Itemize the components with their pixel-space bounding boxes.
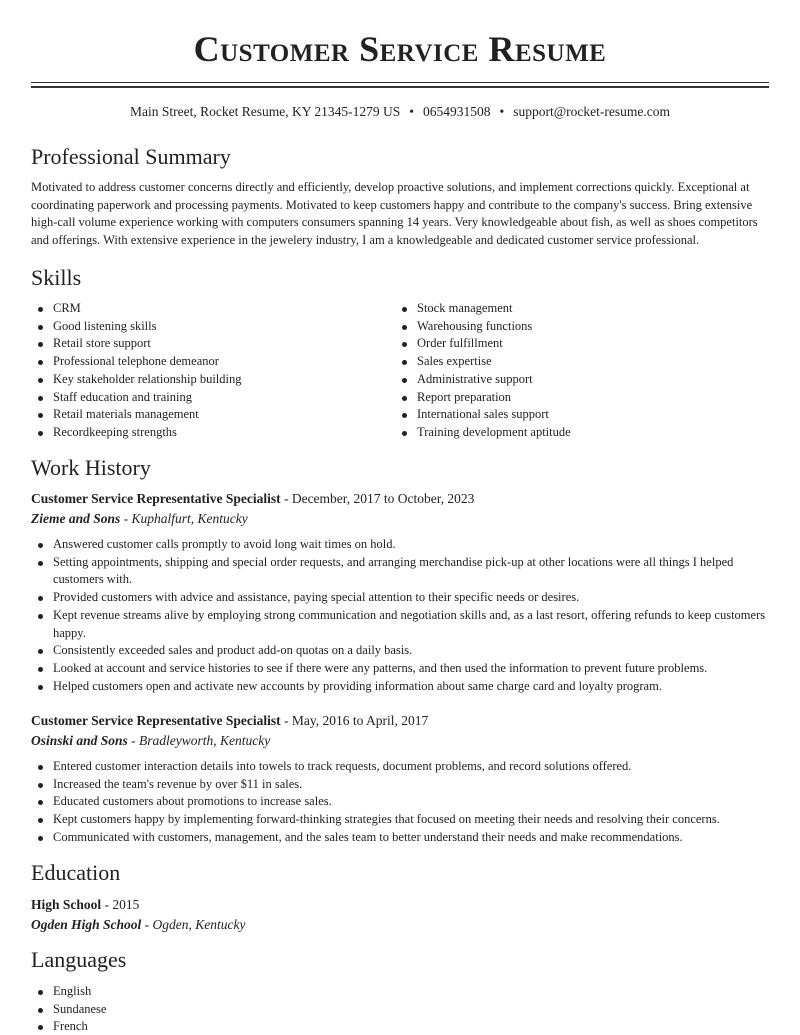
job-bullet: Entered customer interaction details into towels to track requests, document problems, and record solutions offered. [31,758,769,776]
skill-item: CRM [31,300,391,318]
job-bullet: Setting appointments, shipping and special order requests, and arranging merchandise pick-up at other locations were all things I helped customers with. [31,554,769,589]
skill-item: Administrative support [395,371,769,389]
employer-location: - Kuphalfurt, Kentucky [120,511,248,526]
summary-text: Motivated to address customer concerns directly and efficiently, develop proactive solutions, and implement corrections quickly. Exceptional at coordinating paperwork and processing payments. Motivated to keep customers happy and contribute to the company's success. Bring extensive high-call volume experience working with computers consumers spanning 14 years. Very knowledgeable about fish, as well as shoes competitors and offerings. With extensive experience in the jewelery industry, I am a knowledgeable and dedicated customer service professional. [31,180,758,248]
degree-line [31,897,139,913]
job-bullet: Increased the team's revenue by over $11 in sales. [31,776,769,794]
contact-separator: • [499,104,505,119]
job-bullet: Provided customers with advice and assistance, paying special attention to their specific needs or desires. [31,589,769,607]
skill-item: Report preparation [395,389,769,407]
employer-name: Osinski and Sons [31,733,128,748]
skill-item: Retail store support [31,335,391,353]
job-bullets [31,536,769,695]
skill-item: Key stakeholder relationship building [31,371,391,389]
skill-item: Sales expertise [395,353,769,371]
employer-line [31,733,270,749]
skill-item: Order fulfillment [395,335,769,353]
degree: High School [31,897,102,912]
skills-list-left [31,300,391,442]
language-item: French [31,1018,391,1035]
page-title: Customer Service Resume [193,29,607,69]
skill-item: Good listening skills [31,318,391,336]
job-dates: - December, 2017 to October, 2023 [280,491,475,506]
school-location: - Ogden, Kentucky [141,917,246,932]
languages-heading: Languages [31,947,127,972]
school-name: Ogden High School [31,917,142,932]
skills-heading: Skills [31,265,82,290]
skill-item: Recordkeeping strengths [31,424,391,442]
skill-item: International sales support [395,406,769,424]
graduation-year: - 2015 [101,897,140,912]
contact-address: Main Street, Rocket Resume, KY 21345-1279 US [130,104,401,119]
contact-separator: • [409,104,414,119]
header-divider-thin [31,82,769,83]
job-bullet: Answered customer calls promptly to avoid long wait times on hold. [31,536,769,554]
skill-item: Retail materials management [31,406,391,424]
skill-item: Staff education and training [31,389,391,407]
header-divider-thick [31,86,769,88]
employer-line [31,511,248,527]
language-item: Sundanese [31,1001,391,1019]
job-bullet: Kept customers happy by implementing forward-thinking strategies that focused on meeting their needs and resolving their concerns. [31,811,769,829]
contact-phone: 0654931508 [422,104,491,119]
school-line [31,917,246,933]
job-bullet: Looked at account and service histories to see if there were any patterns, and then used the information to prevent future problems. [31,660,769,678]
skill-item: Professional telephone demeanor [31,353,391,371]
languages-list [31,983,391,1035]
skills-list-right [395,300,769,442]
job-bullet: Communicated with customers, management, and the sales team to better understand their needs and make recommendations. [31,829,769,847]
job-dates: - May, 2016 to April, 2017 [280,713,429,728]
work-heading: Work History [31,455,151,480]
job-title-line [31,491,474,507]
education-heading: Education [31,860,121,885]
job-title: Customer Service Representative Specialist [31,713,281,728]
contact-email: support@rocket-resume.com [513,104,670,119]
summary-heading: Professional Summary [31,144,231,169]
skill-item: Stock management [395,300,769,318]
job-title-line [31,713,428,729]
language-item: English [31,983,391,1001]
employer-location: - Bradleyworth, Kentucky [127,733,271,748]
job-bullet: Helped customers open and activate new accounts by providing information about same charge card and loyalty program. [31,678,769,696]
employer-name: Zieme and Sons [31,511,121,526]
skill-item: Warehousing functions [395,318,769,336]
resume-page [31,0,769,1035]
job-bullet: Educated customers about promotions to increase sales. [31,793,769,811]
job-bullet: Kept revenue streams alive by employing strong communication and negotiation skills and, as a last resort, offering refunds to keep customers happy. [31,607,769,642]
skill-item: Training development aptitude [395,424,769,442]
job-title: Customer Service Representative Specialist [31,491,281,506]
job-bullet: Consistently exceeded sales and product add-on quotas on a daily basis. [31,642,769,660]
contact-line [31,104,769,120]
job-bullets [31,758,769,847]
